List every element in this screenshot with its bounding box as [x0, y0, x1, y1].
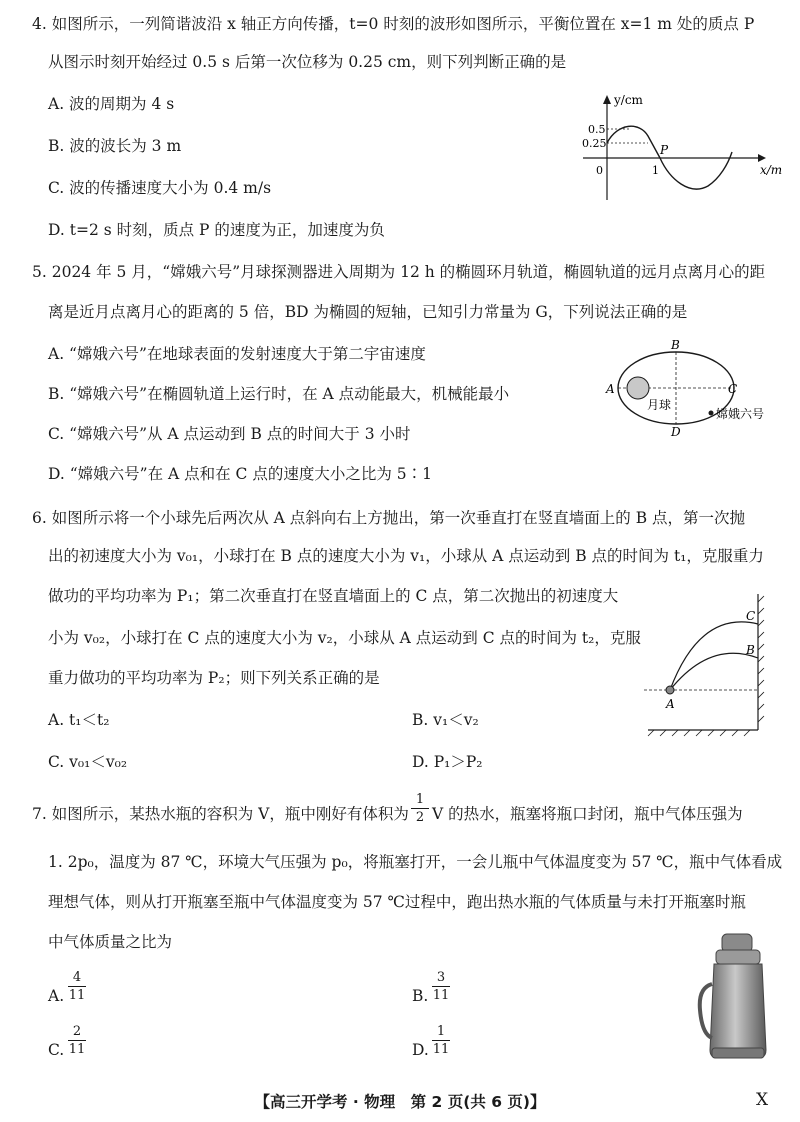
q4-point-p: P [660, 143, 669, 157]
q7-option-b-num: 3 [436, 970, 446, 985]
q7-option-b-fraction [430, 970, 452, 1003]
q7-stem-line4: 中气体质量之比为 [48, 933, 173, 951]
q4-x-label: x/m [760, 163, 783, 177]
q4-tick-05: 0.5 [588, 123, 606, 136]
q4-option-b: B. 波的波长为 3 m [48, 137, 182, 155]
q6-stem-line1: 6. 如图所示将一个小球先后两次从 A 点斜向右上方抛出，第一次垂直打在竖直墙面上的 B 点，第一次抛 [32, 509, 746, 527]
q4-x-arrow-icon [758, 154, 766, 162]
q7-option-c-label: C. [48, 1041, 65, 1059]
q4-option-d: D. t=2 s 时刻，质点 P 的速度为正，加速度为负 [48, 221, 385, 239]
q7-option-a-label: A. [48, 987, 65, 1005]
q4-option-a: A. 波的周期为 4 s [48, 95, 175, 113]
q7-half-den: 2 [415, 810, 425, 825]
q6-stem-line2: 出的初速度大小为 v₀₁，小球打在 B 点的速度大小为 v₁，小球从 A 点运动到 B 点的时间为 t₁，克服重力 [48, 547, 764, 565]
q7-option-d-num: 1 [436, 1024, 446, 1039]
q5-label-b: B [671, 338, 680, 352]
q5-orbit-figure [604, 338, 794, 440]
q5-option-c: C. “嫦娥六号”从 A 点运动到 B 点的时间大于 3 小时 [48, 425, 411, 443]
q6-stem-line4: 小为 v₀₂，小球打在 C 点的速度大小为 v₂，小球从 A 点运动到 C 点的时间为 t₂，克服 [48, 629, 641, 647]
q5-label-moon: 月球 [647, 398, 672, 412]
q5-option-b: B. “嫦娥六号”在椭圆轨道上运行时，在 A 点动能最大，机械能最小 [48, 385, 510, 403]
q7-option-b-den: 11 [432, 988, 450, 1003]
q5-probe-icon [709, 411, 714, 416]
q5-stem-line2: 离是近月点离月心的距离的 5 倍，BD 为椭圆的短轴，已知引力常量为 G，下列说法正确的是 [48, 303, 688, 321]
q7-option-d-fraction [430, 1024, 452, 1057]
q5-stem-line1: 5. 2024 年 5 月，“嫦娥六号”月球探测器进入周期为 12 h 的椭圆环月轨道，椭圆轨道的远月点离月心的距 [32, 263, 766, 281]
q4-tick-025: 0.25 [582, 137, 607, 150]
q4-stem-line2: 从图示时刻开始经过 0.5 s 后第一次位移为 0.25 cm，则下列判断正确的是 [48, 53, 567, 71]
q6-stem-line5: 重力做功的平均功率为 P₂；则下列关系正确的是 [48, 669, 380, 687]
q6-ground-hatch [648, 730, 750, 736]
q7-option-d-den: 11 [432, 1042, 450, 1057]
q6-stem-line3: 做功的平均功率为 P₁；第二次垂直打在竖直墙面上的 C 点，第二次抛出的初速度大 [48, 587, 619, 605]
q6-option-c: C. v₀₁＜v₀₂ [48, 753, 128, 771]
q7-option-c-den: 11 [68, 1042, 86, 1057]
q6-option-b: B. v₁＜v₂ [412, 711, 479, 729]
q6-option-a: A. t₁＜t₂ [48, 711, 110, 729]
q7-option-c-num: 2 [72, 1024, 82, 1039]
q4-wave-figure [578, 92, 783, 204]
footer-version-letter: X [756, 1090, 769, 1110]
q6-projectile-figure [640, 590, 780, 740]
q7-option-a-num: 4 [72, 970, 82, 985]
q4-stem-line1: 4. 如图所示，一列简谐波沿 x 轴正方向传播，t=0 时刻的波形如图所示，平衡位置在 x=1 m 处的质点 P [32, 15, 755, 33]
q7-stem-line1b: V 的热水，瓶塞将瓶口封闭，瓶中气体压强为 [432, 805, 743, 823]
q4-origin: 0 [596, 164, 603, 177]
q4-y-arrow-icon [603, 95, 611, 104]
q6-wall-hatch [758, 596, 764, 722]
q4-tick-1: 1 [652, 164, 659, 177]
q4-y-label: y/cm [614, 93, 643, 107]
q5-label-d: D [671, 425, 681, 439]
q5-label-a: A [606, 382, 615, 396]
q5-label-probe: 嫦娥六号 [716, 407, 765, 421]
q6-label-b: B [746, 643, 755, 657]
q7-option-b-label: B. [412, 987, 429, 1005]
q7-option-d-label: D. [412, 1041, 429, 1059]
q4-option-c: C. 波的传播速度大小为 0.4 m/s [48, 179, 272, 197]
q7-stem-line3: 理想气体，则从打开瓶塞至瓶中气体温度变为 57 ℃过程中，跑出热水瓶的气体质量与未打开瓶塞时瓶 [48, 893, 746, 911]
q5-option-a: A. “嫦娥六号”在地球表面的发射速度大于第二宇宙速度 [48, 345, 426, 363]
q5-moon-icon [627, 377, 649, 399]
q7-stem-line2: 1. 2p₀，温度为 87 ℃，环境大气压强为 p₀，将瓶塞打开，一会儿瓶中气体温度变为 57 ℃，瓶中气体看成 [48, 853, 783, 871]
q7-half-fraction [409, 792, 431, 825]
q5-label-c: C [728, 382, 738, 396]
q6-option-d: D. P₁＞P₂ [412, 753, 483, 771]
q6-label-c: C [746, 609, 756, 623]
q7-option-c-fraction [66, 1024, 88, 1057]
q7-half-num: 1 [415, 792, 425, 807]
q5-option-d: D. “嫦娥六号”在 A 点和在 C 点的速度大小之比为 5∶1 [48, 465, 432, 483]
q7-option-a-den: 11 [68, 988, 86, 1003]
q6-label-a: A [666, 697, 675, 711]
q7-stem-line1a: 7. 如图所示，某热水瓶的容积为 V，瓶中刚好有体积为 [32, 805, 409, 823]
page-footer: 【高三开学考 · 物理 第 2 页(共 6 页)】 [254, 1093, 546, 1111]
q7-option-a-fraction [66, 970, 88, 1003]
q6-ball-icon [666, 686, 674, 694]
thermos-bottle-icon [696, 930, 780, 1064]
q6-trajectory-b [670, 653, 758, 690]
